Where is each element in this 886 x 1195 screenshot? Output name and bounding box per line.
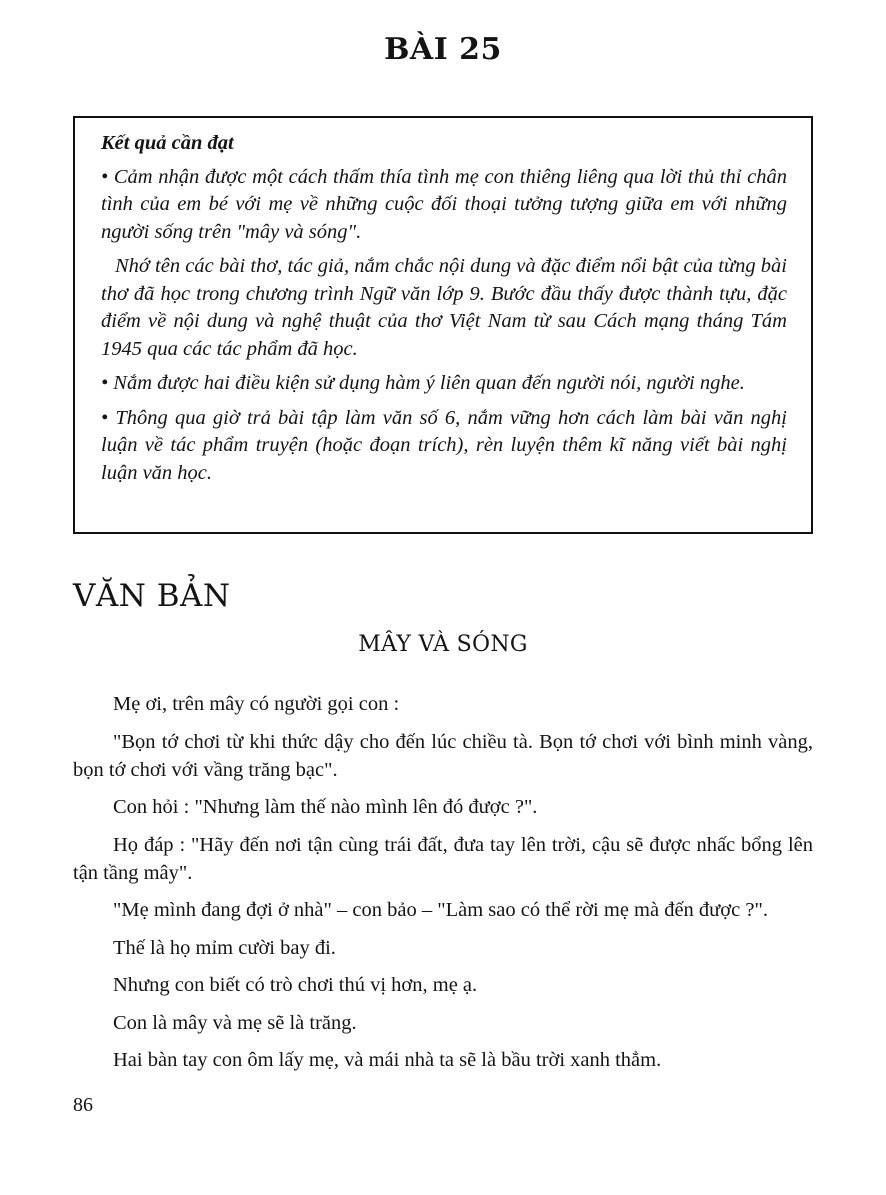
goal-item: • Nắm được hai điều kiện sử dụng hàm ý liên quan đến người nói, người nghe.	[101, 372, 745, 394]
poem-paragraph: Hai bàn tay con ôm lấy mẹ, và mái nhà ta sẽ là bầu trời xanh thẳm.	[113, 1049, 662, 1071]
learning-goals-box	[73, 116, 813, 534]
poem-paragraph: "Mẹ mình đang đợi ở nhà" – con bảo – "Làm sao có thể rời mẹ mà đến được ?".	[113, 899, 768, 921]
poem-paragraph: "Bọn tớ chơi từ khi thức dậy cho đến lúc chiều tà. Bọn tớ chơi với bình minh vàng, bọn tớ chơi với vầng trăng bạc".	[73, 730, 813, 781]
poem-title: MÂY VÀ SÓNG	[358, 632, 528, 657]
poem-paragraph: Mẹ ơi, trên mây có người gọi con :	[113, 693, 400, 715]
goal-item: • Cảm nhận được một cách thấm thía tình mẹ con thiêng liêng qua lời thủ thỉ chân tình của em bé với mẹ về những cuộc đối thoại tưởng tượng giữa em với những người sống trên "mây và sóng".	[101, 165, 787, 243]
page-number: 86	[73, 1094, 93, 1116]
lesson-title: BÀI 25	[384, 32, 502, 67]
goal-item: • Thông qua giờ trả bài tập làm văn số 6, nắm vững hơn cách làm bài văn nghị luận về tác phẩm truyện (hoặc đoạn trích), rèn luyện thêm kĩ năng viết bài nghị luận văn học.	[101, 406, 787, 484]
poem-paragraph: Thế là họ mỉm cười bay đi.	[113, 936, 336, 959]
poem-paragraph: Con hỏi : "Nhưng làm thế nào mình lên đó được ?".	[113, 796, 538, 818]
poem-text	[73, 690, 813, 1084]
poem-paragraph: Nhưng con biết có trò chơi thú vị hơn, mẹ ạ.	[113, 974, 478, 996]
poem-paragraph: Con là mây và mẹ sẽ là trăng.	[113, 1011, 357, 1034]
section-title: VĂN BẢN	[73, 578, 231, 614]
goal-item: Nhớ tên các bài thơ, tác giả, nắm chắc nội dung và đặc điểm nổi bật của từng bài thơ đã học trong chương trình Ngữ văn lớp 9. Bước đầu thấy được thành tựu, đặc điểm về nội dung và nghệ thuật của thơ Việt Nam từ sau Cách mạng tháng Tám 1945 qua các tác phẩm đã học.	[101, 255, 787, 360]
goals-heading: Kết quả cần đạt	[101, 132, 234, 154]
poem-paragraph: Họ đáp : "Hãy đến nơi tận cùng trái đất, đưa tay lên trời, cậu sẽ được nhấc bổng lên tận tầng mây".	[73, 833, 813, 884]
